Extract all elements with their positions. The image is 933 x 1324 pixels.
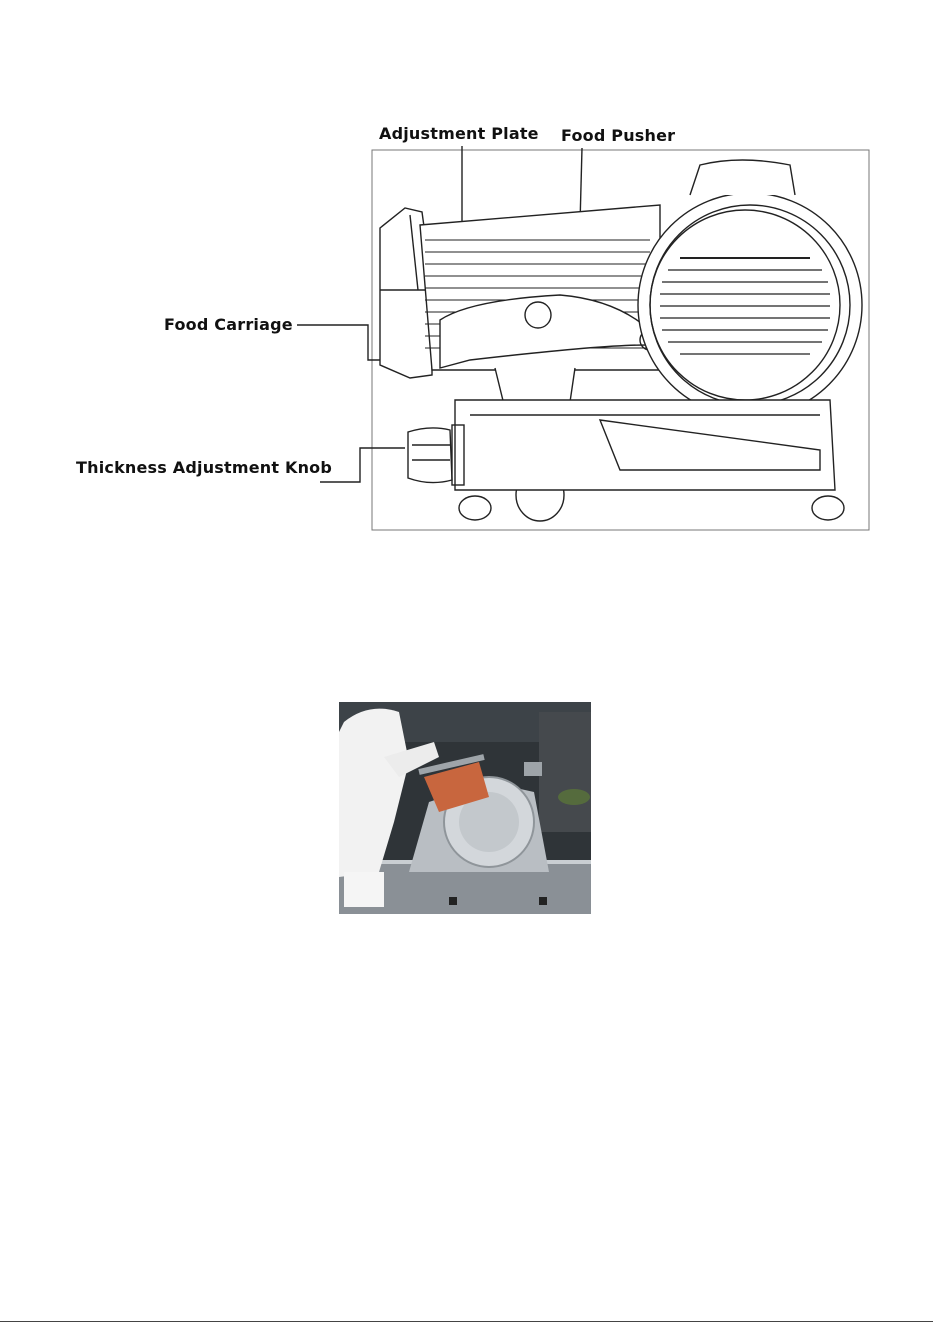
label-food-carriage: Food Carriage: [164, 315, 293, 334]
foot-left: [459, 496, 491, 520]
machine-base: [455, 400, 835, 490]
thickness-knob: [408, 428, 452, 483]
blade-housing-outer: [638, 193, 862, 417]
leader-thickness-knob: [320, 448, 405, 482]
label-food-pusher: Food Pusher: [561, 126, 676, 145]
label-adjustment-plate: Adjustment Plate: [379, 124, 539, 143]
label-thickness-knob: Thickness Adjustment Knob: [76, 458, 333, 477]
slicer-in-use-photo: [339, 702, 591, 914]
blade-cover-handle: [690, 160, 795, 195]
page-bottom-rule: [0, 1321, 933, 1322]
slicer-diagram: [0, 0, 933, 560]
foot-right: [812, 496, 844, 520]
